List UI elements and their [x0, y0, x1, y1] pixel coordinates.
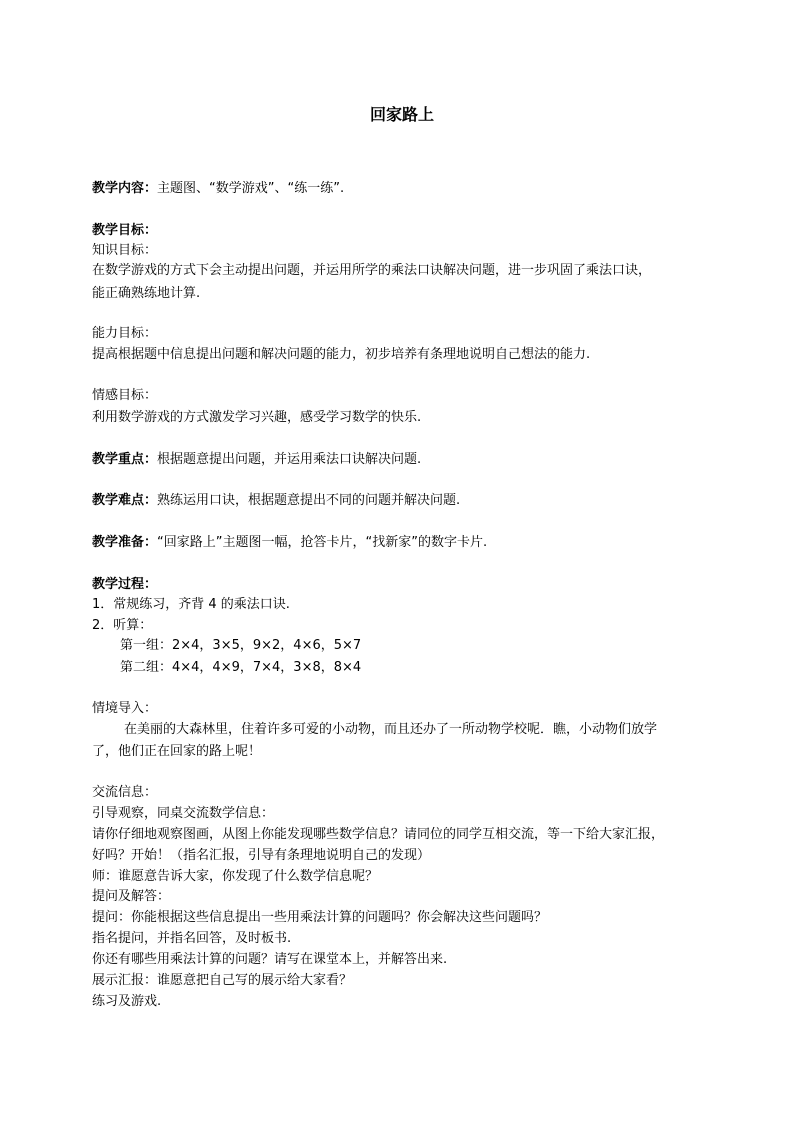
exchange-text-4: 师：谁愿意告诉大家，你发现了什么数学信息呢？	[92, 869, 379, 884]
difficulties-label: 教学难点：	[92, 493, 158, 508]
process-heading: 教学过程：	[92, 577, 158, 592]
emotion-goal-text: 利用数学游戏的方式激发学习兴趣，感受学习数学的快乐.	[92, 410, 422, 425]
intro-text-2: 了，他们正在回家的路上呢！	[92, 744, 262, 759]
process-group-1: 第一组：2×4，3×5，9×2，4×6，5×7	[120, 638, 362, 653]
exchange-text-2: 请你仔细地观察图画，从图上你能发现哪些数学信息？请同位的同学互相交流，等一下给大家汇报，	[92, 827, 665, 842]
intro-text-1: 在美丽的大森林里，住着许多可爱的小动物，而且还办了一所动物学校呢．瞧，小动物们放学	[124, 722, 658, 737]
process-step-1: 1．常规练习，齐背 4 的乘法口诀.	[92, 597, 290, 612]
difficulties-line	[92, 492, 460, 511]
emotion-goal-label: 情感目标：	[92, 388, 158, 403]
questions-text-1: 提问：你能根据这些信息提出一些用乘法计算的问题吗？你会解决这些问题吗？	[92, 910, 548, 925]
questions-text-2: 指名提问，并指名回答，及时板书.	[92, 931, 292, 946]
ability-goal-text: 提高根据题中信息提出问题和解决问题的能力，初步培养有条理地说明自己想法的能力.	[92, 347, 591, 362]
questions-text-3: 你还有哪些用乘法计算的问题？请写在课堂本上，并解答出来.	[92, 952, 448, 967]
knowledge-goal-label: 知识目标：	[92, 243, 158, 258]
content-label: 教学内容：	[92, 181, 158, 196]
preparation-text: “回家路上”主题图一幅，抢答卡片，“找新家”的数字卡片.	[157, 535, 488, 550]
preparation-label: 教学准备：	[92, 535, 158, 550]
knowledge-goal-text-2: 能正确熟练地计算.	[92, 286, 201, 301]
knowledge-goal-text-1: 在数学游戏的方式下会主动提出问题，并运用所学的乘法口诀解决问题，进一步巩固了乘法口诀，	[92, 263, 652, 278]
key-points-label: 教学重点：	[92, 452, 158, 467]
goals-heading: 教学目标：	[92, 223, 158, 238]
questions-label: 提问及解答：	[92, 889, 171, 904]
content-text: 主题图、“数学游戏”、“练一练”.	[157, 181, 345, 196]
difficulties-text: 熟练运用口诀，根据题意提出不同的问题并解决问题.	[157, 493, 461, 508]
key-points-line	[92, 451, 421, 470]
ability-goal-label: 能力目标：	[92, 326, 158, 341]
intro-label: 情境导入：	[92, 701, 158, 716]
key-points-text: 根据题意提出问题，并运用乘法口诀解决问题.	[157, 452, 422, 467]
exchange-label: 交流信息：	[92, 785, 158, 800]
exchange-text-1: 引导观察，同桌交流数学信息：	[92, 806, 275, 821]
process-group-2: 第二组：4×4，4×9，7×4，3×8，8×4	[120, 660, 362, 675]
exchange-text-3: 好吗？开始！（指名汇报，引导有条理地说明自己的发现）	[92, 848, 431, 863]
questions-text-4: 展示汇报：谁愿意把自己写的展示给大家看？	[92, 973, 353, 988]
content-line	[92, 180, 344, 199]
document-title: 回家路上	[369, 105, 434, 124]
questions-text-5: 练习及游戏.	[92, 994, 162, 1009]
process-step-2: 2．听算：	[92, 618, 153, 633]
preparation-line	[92, 534, 487, 553]
